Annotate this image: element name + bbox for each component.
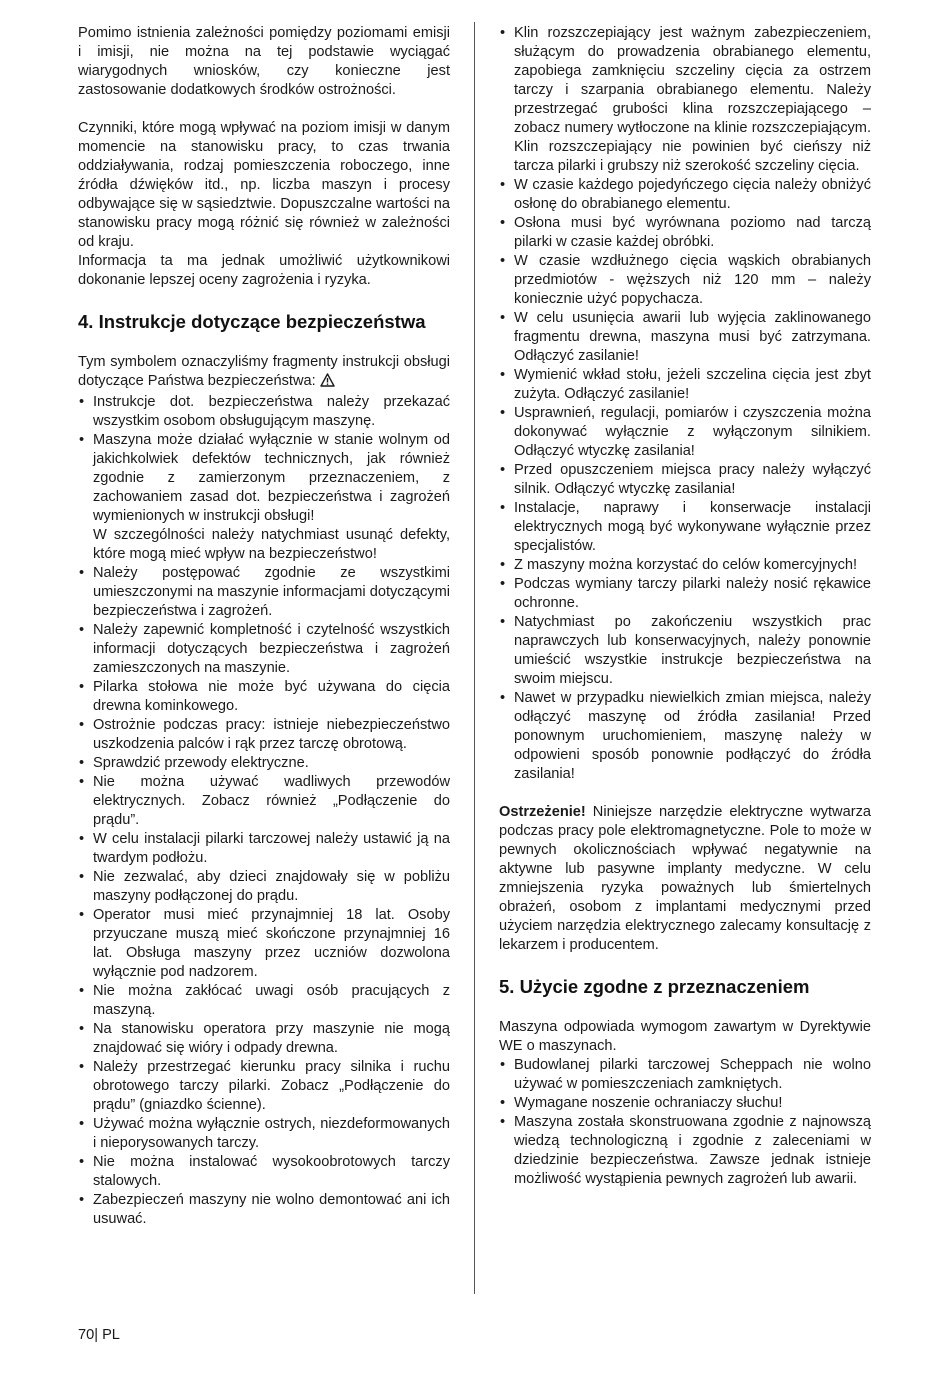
list-item: • Osłona musi być wyrównana poziomo nad tarczą pilarki w czasie każdej obróbki. <box>499 214 871 252</box>
intro-paragraph-2: Czynniki, które mogą wpływać na poziom imisji w danym momencie na stanowisku pracy, to czas trwania oddziaływania, rodzaj pomieszczenia roboczego, inne źródła dźwięków itd., np. liczba maszyn i procesy odbywające się w sąsiedztwie. Dopuszczalne wartości na stanowisku pracy mogą różnić się również w zależności od kraju. <box>78 120 450 250</box>
list-item: • Przed opuszczeniem miejsca pracy należy wyłączyć silnik. Odłączyć wtyczkę zasilania! <box>499 461 871 499</box>
list-item: • Nie można używać wadliwych przewodów elektrycznych. Zobacz również „Podłączenie do prądu”. <box>78 773 450 830</box>
list-item: • Wymienić wkład stołu, jeżeli szczelina cięcia jest zbyt zużyta. Odłączyć zasilanie! <box>499 366 871 404</box>
list-item <box>78 431 450 564</box>
warning-text: Niniejsze narzędzie elektryczne wytwarza podczas pracy pole elektromagnetyczne. Pole to może w pewnych okolicznościach wpływać negatywnie na aktywne lub pasywne implanty medyczne. W celu zmniejszenia ryzyka poważnych lub śmiertelnych obrażeń, osobom z implantami medycznymi przed użyciem narzędzia elektrycznego zalecamy konsultację z lekarzem i producentem. <box>499 804 871 953</box>
list-item: • Należy przestrzegać kierunku pracy silnika i ruchu obrotowego tarczy pilarki. Zobacz „Podłączenie do prądu” (gniazdko ścienne). <box>78 1058 450 1115</box>
list-item: • W czasie każdego pojedyńczego cięcia należy obniżyć osłonę do obrabianego elementu. <box>499 176 871 214</box>
list-item: • Klin rozszczepiający jest ważnym zabezpieczeniem, służącym do prowadzenia obrabianego elementu, zapobiega zamknięciu szczeliny cięcia za ostrzem tarczy i szarpania obrabianego elementu. Należy przestrzegać grubości klina rozszczepiającego – zobacz numery wytłoczone na klinie rozszczepiającym. Klin rozszczepiający nie powinien być cieńszy niż tarcza pilarki i grubszy niż szerokość szczeliny cięcia. <box>499 24 871 176</box>
page-number: 70| PL <box>78 1327 120 1343</box>
list-item: • W czasie wzdłużnego cięcia wąskich obrabianych przedmiotów - węższych niż 120 mm – należy koniecznie użyć popychacza. <box>499 252 871 309</box>
list-item: • Instrukcje dot. bezpieczeństwa należy przekazać wszystkim osobom obsługującym maszynę. <box>78 393 450 431</box>
list-item: • W celu instalacji pilarki tarczowej należy ustawić ją na twardym podłożu. <box>78 830 450 868</box>
intended-use-list <box>499 1056 871 1189</box>
list-item: • Nie można instalować wysokoobrotowych tarczy stalowych. <box>78 1153 450 1191</box>
list-item: • Instalacje, naprawy i konserwacje instalacji elektrycznych mogą być wykonywane wyłącznie przez specjalistów. <box>499 499 871 556</box>
list-item: • Maszyna została skonstruowana zgodnie z najnowszą wiedzą technologiczną i zgodnie z zaleceniami w dziedzinie bezpieczeństwa. Zawsze jednak istnieje możliwość wystąpienia pewnych zagrożeń lub awarii. <box>499 1113 871 1189</box>
list-item: • Budowlanej pilarki tarczowej Scheppach nie wolno używać w pomieszczeniach zamkniętych. <box>499 1056 871 1094</box>
list-item: • Podczas wymiany tarczy pilarki należy nosić rękawice ochronne. <box>499 575 871 613</box>
section-5-intro: Maszyna odpowiada wymogom zawartym w Dyrektywie WE o maszynach. <box>499 1019 871 1054</box>
list-item: • Pilarka stołowa nie może być używana do cięcia drewna kominkowego. <box>78 678 450 716</box>
left-column <box>78 24 450 1229</box>
list-item: • W celu usunięcia awarii lub wyjęcia zaklinowanego fragmentu drewna, maszyna musi być zatrzymana. Odłączyć zasilanie! <box>499 309 871 366</box>
warning-triangle-icon <box>320 373 335 393</box>
intro-paragraph-1: Pomimo istnienia zależności pomiędzy poziomami emisji i imisji, nie można na tej podstawie wyciągać wiarygodnych wniosków, czy konieczne jest zastosowanie dodatkowych środków ostrożności. <box>78 25 450 98</box>
list-item: • Natychmiast po zakończeniu wszystkich prac naprawczych lub konserwacyjnych, należy ponownie umieścić wszystkie instrukcje bezpieczeństwa na swoim miejscu. <box>499 613 871 689</box>
intro-paragraph-3: Informacja ta ma jednak umożliwić użytkownikowi dokonanie lepszej oceny zagrożenia i ryzyka. <box>78 253 450 288</box>
list-item: • Wymagane noszenie ochraniaczy słuchu! <box>499 1094 871 1113</box>
section-5-heading: 5. Użycie zgodne z przeznaczeniem <box>499 976 810 997</box>
warning-label: Ostrzeżenie! <box>499 804 586 820</box>
column-divider <box>474 22 475 1294</box>
list-item: • Na stanowisku operatora przy maszynie nie mogą znajdować się wióry i odpady drewna. <box>78 1020 450 1058</box>
list-item: • Zabezpieczeń maszyny nie wolno demontować ani ich usuwać. <box>78 1191 450 1229</box>
list-item: • Nawet w przypadku niewielkich zmian miejsca, należy odłączyć maszynę od źródła zasilania! Przed ponownym uruchomieniem, maszynę należy w odpowieni sposób ponownie podłączyć do źródła zasilania! <box>499 689 871 784</box>
list-item: • Usprawnień, regulacji, pomiarów i czyszczenia można dokonywać wyłącznie z wyłączonym silnikiem. Odłączyć wtyczkę zasilania! <box>499 404 871 461</box>
section-4-intro <box>78 353 450 393</box>
section-4-intro-text: Tym symbolem oznaczyliśmy fragmenty instrukcji obsługi dotyczące Państwa bezpieczeństwa: <box>78 354 450 389</box>
list-item: • Używać można wyłącznie ostrych, niezdeformowanych i nieporysowanych tarczy. <box>78 1115 450 1153</box>
list-item: • Nie można zakłócać uwagi osób pracujących z maszyną. <box>78 982 450 1020</box>
safety-bullet-list <box>78 393 450 1229</box>
list-item: • Należy zapewnić kompletność i czytelność wszystkich informacji dotyczących bezpieczeństwa i zagrożeń zamieszczonych na maszynie. <box>78 621 450 678</box>
list-item: • Nie zezwalać, aby dzieci znajdowały się w pobliżu maszyny podłączonej do prądu. <box>78 868 450 906</box>
list-item: • Z maszyny można korzystać do celów komercyjnych! <box>499 556 871 575</box>
list-item: • Należy postępować zgodnie ze wszystkimi umieszczonymi na maszynie informacjami dotyczącymi bezpieczeństwa i zagrożeń. <box>78 564 450 621</box>
warning-paragraph <box>499 803 871 955</box>
safety-bullet-list-continued <box>499 24 871 784</box>
list-item: • Sprawdzić przewody elektryczne. <box>78 754 450 773</box>
list-item-text: Maszyna może działać wyłącznie w stanie wolnym od jakichkolwiek defektów technicznych, jak również zgodnie z zamierzonym przeznaczeniem, z zachowaniem zasad dot. bezpieczeństwa i zagrożeń wymienionych w instrukcji obsługi! <box>93 432 450 524</box>
list-item: • Ostrożnie podczas pracy: istnieje niebezpieczeństwo uszkodzenia palców i rąk przez tarczę obrotową. <box>78 716 450 754</box>
list-item-note: W szczególności należy natychmiast usunąć defekty, które mogą mieć wpływ na bezpieczeństwo! <box>93 527 450 562</box>
page-footer <box>78 1326 120 1345</box>
right-column <box>499 24 871 1189</box>
list-item: • Operator musi mieć przynajmniej 18 lat. Osoby przyuczane muszą mieć skończone przynajmniej 16 lat. Obsługa maszyny przez uczniów dozwolona wyłącznie pod nadzorem. <box>78 906 450 982</box>
section-4-heading: 4. Instrukcje dotyczące bezpieczeństwa <box>78 311 426 332</box>
